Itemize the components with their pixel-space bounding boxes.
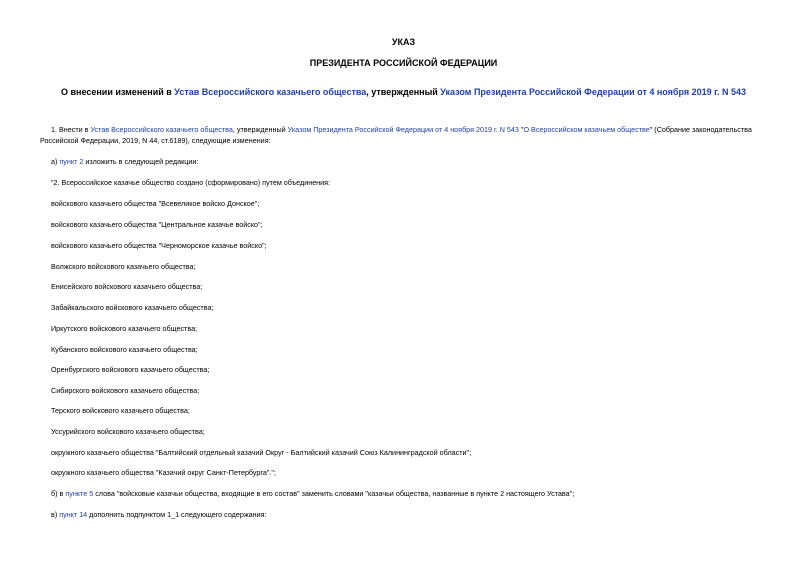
item-c-text-1: в) xyxy=(51,510,60,519)
list-item: окружного казачьего общества "Казачий округ Санкт-Петербурга"."; xyxy=(51,468,276,477)
paragraph-1-text-1: 1. Внести в xyxy=(51,125,91,134)
list-item: Сибирского войскового казачьего общества; xyxy=(51,386,200,395)
list-item: Оренбургского войскового казачьего общества; xyxy=(51,365,210,374)
list-item: Енисейского войскового казачьего общества; xyxy=(51,282,203,291)
paragraph-1-text-2: , утвержденный xyxy=(232,125,288,134)
item-c xyxy=(40,510,786,521)
charter-link[interactable]: Устав Всероссийского казачьего общества xyxy=(174,87,367,97)
paragraph-1 xyxy=(40,125,775,146)
list-item: Забайкальского войскового казачьего общества; xyxy=(51,303,214,312)
decree-issuer: ПРЕЗИДЕНТА РОССИЙСКОЙ ФЕДЕРАЦИИ xyxy=(309,58,498,68)
list-item: окружного казачьего общества "Балтийский отдельный казачий Округ - Балтийский казачий Союз Калининградской области"; xyxy=(51,448,472,457)
subject-text-2: , утвержденный xyxy=(366,87,441,97)
item-b-text-2: слова "войсковые казачьи общества, входящие в его состав" заменить словами "казачьи общества, названные в пункте 2 настоящего Устава"; xyxy=(93,489,575,498)
item-a xyxy=(40,157,786,168)
list-item: войскового казачьего общества "Всевеликое войско Донское"; xyxy=(51,199,260,208)
paragraph-1-charter-link[interactable]: Устав Всероссийского казачьего общества xyxy=(90,125,233,134)
quote-start: "2. Всероссийское казачье общество создано (сформировано) путем объединения: xyxy=(51,178,331,187)
list-item: войскового казачьего общества "Черноморское казачье войско"; xyxy=(51,241,267,250)
list-item: Волжского войскового казачьего общества; xyxy=(51,262,196,271)
item-a-text-1: а) xyxy=(51,157,60,166)
list-item: Терского войскового казачьего общества; xyxy=(51,406,190,415)
item-c-point-14-link[interactable]: пункт 14 xyxy=(59,510,88,519)
item-a-text-2: изложить в следующей редакции: xyxy=(83,157,199,166)
subject-text-1: О внесении изменений в xyxy=(61,87,175,97)
item-c-text-2: дополнить подпунктом 1_1 следующего содержания: xyxy=(87,510,267,519)
list-item: Уссурийского войскового казачьего общества; xyxy=(51,427,205,436)
list-item: Иркутского войскового казачьего общества; xyxy=(51,324,198,333)
paragraph-1-decree-link[interactable]: Указом Президента Российской Федерации от 4 ноября 2019 г. N 543 xyxy=(287,125,519,134)
item-a-point-2-link[interactable]: пункт 2 xyxy=(59,157,84,166)
item-b-text-1: б) в xyxy=(51,489,66,498)
paragraph-1-text-4: " (Собрание законодательства Российской Федерации, 2019, N 44, ст.6189), следующие изменения: xyxy=(40,125,752,145)
item-b-point-5-link[interactable]: пункте 5 xyxy=(65,489,94,498)
decree-543-link[interactable]: Указом Президента Российской Федерации от 4 ноября 2019 г. N 543 xyxy=(440,87,746,97)
decree-heading: УКАЗ xyxy=(391,37,416,47)
paragraph-1-cossack-society-link[interactable]: О Всероссийском казачьем обществе xyxy=(523,125,650,134)
item-b xyxy=(40,489,786,500)
paragraph-1-text-3: " xyxy=(518,125,524,134)
list-item: войскового казачьего общества "Центральное казачье войско"; xyxy=(51,220,263,229)
decree-subject xyxy=(0,87,807,98)
list-item: Кубанского войскового казачьего общества; xyxy=(51,345,198,354)
